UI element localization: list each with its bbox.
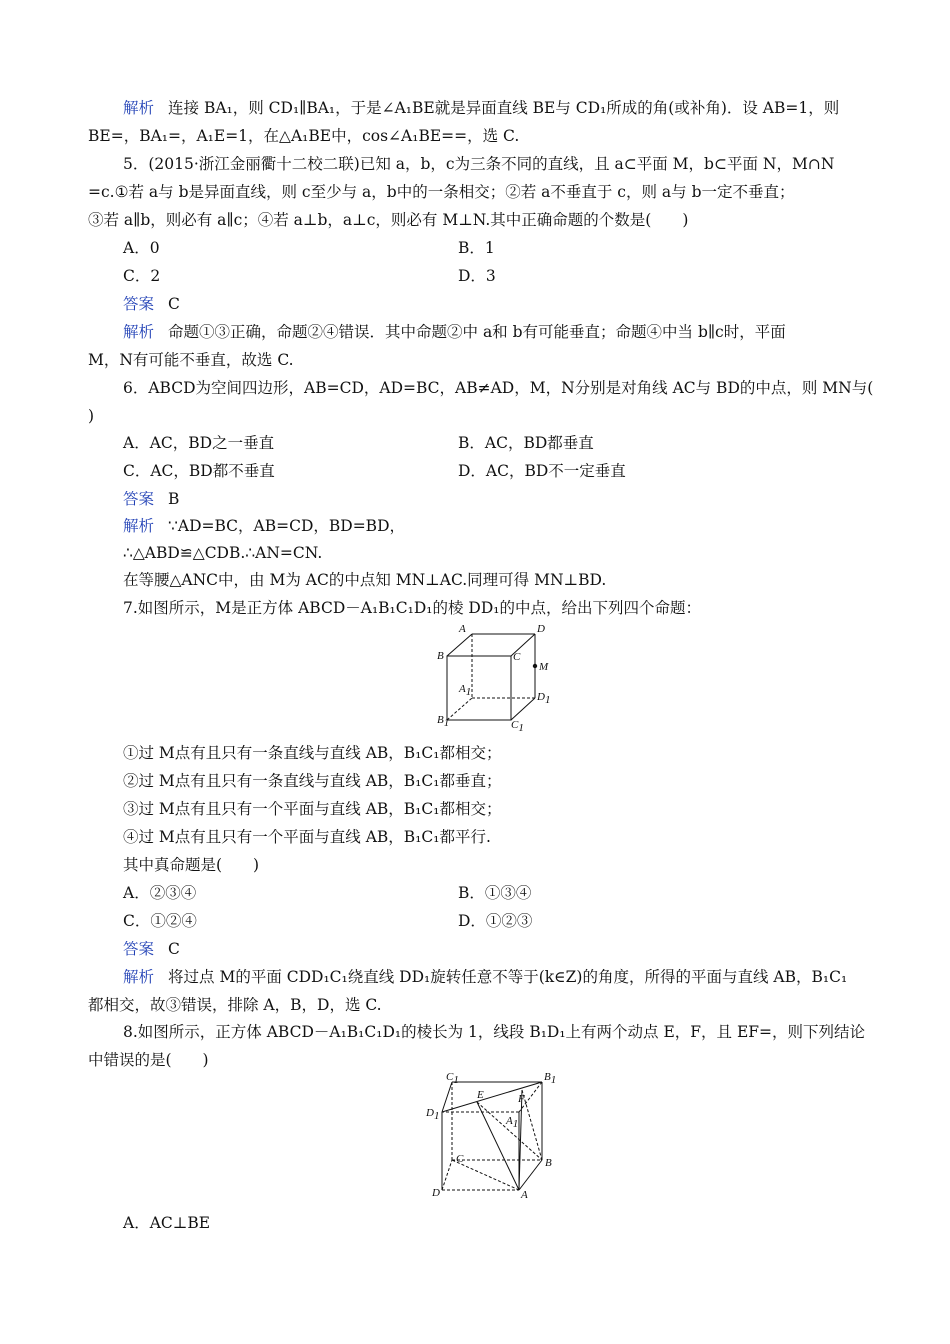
label-M: M [539,661,549,673]
q6-option-b: B．AC，BD都垂直 [458,434,594,452]
q6-option-c: C．AC，BD都不垂直 [123,462,275,480]
analysis-tag: 解析 [123,968,155,986]
q7-option-d: D．①②③ [458,912,533,930]
q5-stem-line1: 5．(2015·浙江金丽衢十二校二联)已知 a，b，c为三条不同的直线，且 a⊂平面 M，b⊂平面 N，M∩N [123,155,835,173]
q7-answer: 答案 C [123,940,180,958]
analysis-tag: 解析 [123,517,155,535]
label-D: D [432,1187,440,1199]
q7-prop-3: ③过 M点有且只有一个平面与直线 AB，B₁C₁都相交； [123,800,502,818]
q5-option-a: A．0 [123,239,160,257]
q6-analysis-line2: ∴△ABD≌△CDB.∴AN=CN. [123,544,323,562]
label-C1: C1 [511,719,524,734]
analysis-tag: 解析 [123,323,155,341]
label-D1: D1 [537,691,551,706]
label-C1: C1 [446,1072,459,1086]
q8-stem-line2: 中错误的是( ) [88,1051,209,1069]
label-C: C [456,1153,464,1165]
label-D1: D1 [426,1107,440,1122]
label-A: A [521,1189,528,1201]
label-B: B [437,650,444,662]
q5-answer: 答案 C [123,295,180,313]
label-B1: B1 [437,714,450,729]
answer-tag: 答案 [123,295,155,313]
q6-stem-line1: 6．ABCD为空间四边形，AB=CD，AD=BC，AB≠AD，M，N分别是对角线 AC与 BD的中点，则 MN与( [123,379,874,397]
q6-analysis-line1: 解析 ∵AD=BC，AB=CD，BD=BD， [123,517,406,535]
q6-analysis-line3: 在等腰△ANC中，由 M为 AC的中点知 MN⊥AC.同理可得 MN⊥BD. [123,571,607,589]
q6-answer: 答案 B [123,490,180,508]
q7-analysis-line2: 都相交，故③错误，排除 A，B，D，选 C. [88,996,382,1014]
q8-cube-figure [422,1072,572,1202]
label-B1: B1 [544,1072,557,1086]
q7-analysis-line1: 解析 将过点 M的平面 CDD₁C₁绕直线 DD₁旋转任意不等于(k∈Z)的角度，所得的平面与直线 AB，B₁C₁ [123,968,848,986]
q5-option-d: D．3 [458,267,496,285]
q8-option-a: A．AC⊥BE [123,1214,211,1232]
q8-stem-line1: 8.如图所示，正方体 ABCD－A₁B₁C₁D₁的棱长为 1，线段 B₁D₁上有两个动点 E，F，且 EF=，则下列结论 [123,1023,866,1041]
q5-analysis-line1: 解析 命题①③正确，命题②④错误．其中命题②中 a和 b有可能垂直；命题④中当 b∥c时，平面 [123,323,786,341]
label-A: A [459,623,466,635]
q6-stem-line2: ) [88,407,95,425]
q6-option-a: A．AC，BD之一垂直 [123,434,275,452]
q4-analysis-line1: 解析 连接 BA₁，则 CD₁∥BA₁，于是∠A₁BE就是异面直线 BE与 CD₁所成的角(或补角)．设 AB=1，则 [123,99,840,117]
q7-prop-2: ②过 M点有且只有一条直线与直线 AB，B₁C₁都垂直； [123,772,502,790]
q7-cube-figure [425,620,555,735]
q7-option-b: B．①③④ [458,884,532,902]
q4-analysis-line2: BE=，BA₁=，A₁E=1，在△A₁BE中，cos∠A₁BE==，选 C. [88,127,520,145]
label-D: D [537,623,545,635]
q5-option-b: B．1 [458,239,495,257]
label-E: E [477,1089,484,1101]
q7-option-a: A．②③④ [123,884,197,902]
q7-stem: 7.如图所示，M是正方体 ABCD－A₁B₁C₁D₁的棱 DD₁的中点，给出下列四个命题： [123,599,701,617]
q7-option-c: C．①②④ [123,912,197,930]
q7-prop-1: ①过 M点有且只有一条直线与直线 AB，B₁C₁都相交； [123,744,502,762]
q7-question: 其中真命题是( ) [123,856,260,874]
label-A1: A1 [506,1115,519,1130]
answer-tag: 答案 [123,940,155,958]
label-F: F [518,1093,525,1105]
q5-stem-line3: ③若 a∥b，则必有 a∥c；④若 a⊥b，a⊥c，则必有 M⊥N.其中正确命题的个数是( ) [88,211,689,229]
label-C: C [513,651,521,663]
answer-tag: 答案 [123,490,155,508]
q5-analysis-line2: M，N有可能不垂直，故选 C. [88,351,294,369]
q5-stem-line2: =c.①若 a与 b是异面直线，则 c至少与 a，b中的一条相交；②若 a不垂直于 c，则 a与 b一定不垂直； [88,183,795,201]
q6-option-d: D．AC，BD不一定垂直 [458,462,626,480]
label-A1: A1 [459,683,472,698]
label-B: B [545,1157,552,1169]
q7-prop-4: ④过 M点有且只有一个平面与直线 AB，B₁C₁都平行. [123,828,491,846]
q5-option-c: C．2 [123,267,161,285]
analysis-tag: 解析 [123,99,155,117]
